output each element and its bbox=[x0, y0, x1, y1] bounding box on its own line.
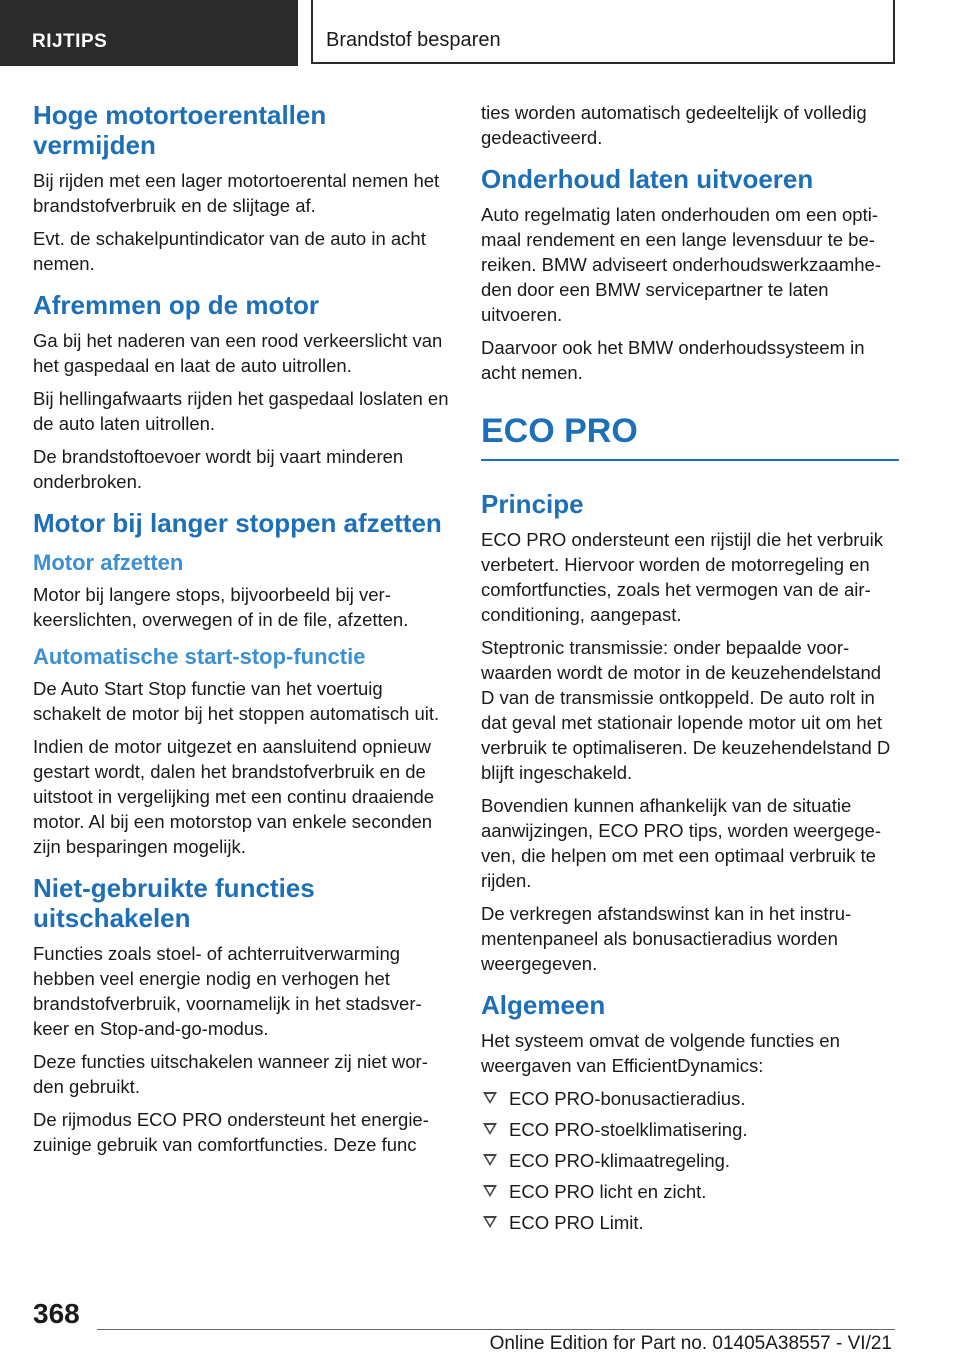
subheading-engine-off: Motor afzetten bbox=[33, 550, 184, 575]
heading-high-rpm: Hoge motortoerentallen vermijden bbox=[33, 100, 327, 160]
paragraph: De Auto Start Stop functie van het voertuig schakelt de motor bij het stoppen automatisch uit. bbox=[33, 678, 440, 724]
heading-unused-functions: Niet-gebruikte functies uitschakelen bbox=[33, 873, 315, 933]
page-header bbox=[0, 0, 960, 66]
paragraph: Motor bij langere stops, bijvoorbeeld bij verkeerslichten, overwegen of in de file, afzetten. bbox=[33, 584, 409, 630]
paragraph: Auto regelmatig laten onderhouden om een optimaal rendement en een lange levensduur te bereiken. BMW adviseert onderhoudswerkzaamheden door een BMW servicepartner te laten uitvoeren. bbox=[481, 204, 881, 325]
heading-engine-stop: Motor bij langer stoppen afzetten bbox=[33, 508, 442, 538]
triangle-bullet-icon bbox=[483, 1154, 497, 1166]
paragraph: ECO PRO ondersteunt een rijstijl die het verbruik verbetert. Hiervoor worden de motorregeling en comfortfuncties, zoals het vermogen van de airconditioning, aangepast. bbox=[481, 529, 884, 625]
heading-general: Algemeen bbox=[481, 990, 606, 1020]
section-label: RIJTIPS bbox=[0, 0, 298, 66]
triangle-bullet-icon bbox=[483, 1185, 497, 1197]
list-item: ECO PRO-stoelklimatisering. bbox=[481, 1117, 899, 1142]
paragraph: Daarvoor ook het BMW onderhoudssysteem in acht nemen. bbox=[481, 337, 865, 383]
paragraph: Bij rijden met een lager motortoerental nemen het brandstofverbruik en de slijtage af. bbox=[33, 170, 440, 216]
left-column bbox=[33, 100, 451, 1165]
list-item: ECO PRO-klimaatregeling. bbox=[481, 1148, 899, 1173]
page-number: 368 bbox=[33, 1298, 80, 1329]
list-item: ECO PRO Limit. bbox=[481, 1210, 899, 1235]
paragraph: Bovendien kunnen afhankelijk van de situatie aanwijzingen, ECO PRO tips, worden weergegeven, die helpen om met een optimaal verbruik te rijden. bbox=[481, 795, 882, 891]
paragraph: Functies zoals stoel- of achterruitverwarming hebben veel energie nodig en verhogen het brandstofverbruik, voornamelijk in het stadsverkeer en Stop-and-go-modus. bbox=[33, 943, 422, 1039]
right-column bbox=[481, 100, 899, 1241]
heading-engine-braking: Afremmen op de motor bbox=[33, 290, 320, 320]
paragraph: De verkregen afstandswinst kan in het instrumentenpaneel als bonusactieradius worden weergegeven. bbox=[481, 903, 852, 974]
footer-divider bbox=[97, 1329, 895, 1330]
chapter-title: Brandstof besparen bbox=[311, 0, 895, 64]
paragraph: Evt. de schakelpuntindicator van de auto in acht nemen. bbox=[33, 228, 426, 274]
list-item: ECO PRO-bonusactieradius. bbox=[481, 1086, 899, 1111]
heading-maintenance: Onderhoud laten uitvoeren bbox=[481, 164, 814, 194]
paragraph: De rijmodus ECO PRO ondersteunt het energiezuinige gebruik van comfortfuncties. Deze func bbox=[33, 1109, 429, 1155]
paragraph: De brandstoftoevoer wordt bij vaart minderen onderbroken. bbox=[33, 446, 404, 492]
paragraph: Het systeem omvat de volgende functies en weergaven van EfficientDynamics: bbox=[481, 1030, 840, 1076]
paragraph: ties worden automatisch gedeeltelijk of volledig gedeactiveerd. bbox=[481, 102, 867, 148]
heading-eco-pro: ECO PRO bbox=[481, 411, 899, 461]
paragraph: Deze functies uitschakelen wanneer zij niet worden gebruikt. bbox=[33, 1051, 428, 1097]
feature-list bbox=[481, 1086, 899, 1235]
paragraph: Steptronic transmissie: onder bepaalde voorwaarden wordt de motor in de keuzehendelstand D van de transmissie ontkoppeld. De auto rolt in dat geval met stationair lopende motor uit om het verbruik te optimaliseren. De keuzehendelstand D blijft ingeschakeld. bbox=[481, 637, 891, 783]
paragraph: Bij hellingafwaarts rijden het gaspedaal loslaten en de auto laten uitrollen. bbox=[33, 388, 449, 434]
paragraph: Ga bij het naderen van een rood verkeerslicht van het gaspedaal en laat de auto uitrollen. bbox=[33, 330, 443, 376]
triangle-bullet-icon bbox=[483, 1216, 497, 1228]
paragraph: Indien de motor uitgezet en aansluitend opnieuw gestart wordt, dalen het brandstofverbruik en de uitstoot in vergelijking met een continu draaiende motor. Al bij een motorstop van enkele seconden zijn besparingen mogelijk. bbox=[33, 736, 435, 857]
triangle-bullet-icon bbox=[483, 1092, 497, 1104]
subheading-auto-start-stop: Automatische start-stop-functie bbox=[33, 644, 366, 669]
heading-principle: Principe bbox=[481, 489, 584, 519]
edition-footer: Online Edition for Part no. 01405A38557 - VI/21 bbox=[489, 1333, 892, 1354]
triangle-bullet-icon bbox=[483, 1123, 497, 1135]
list-item: ECO PRO licht en zicht. bbox=[481, 1179, 899, 1204]
